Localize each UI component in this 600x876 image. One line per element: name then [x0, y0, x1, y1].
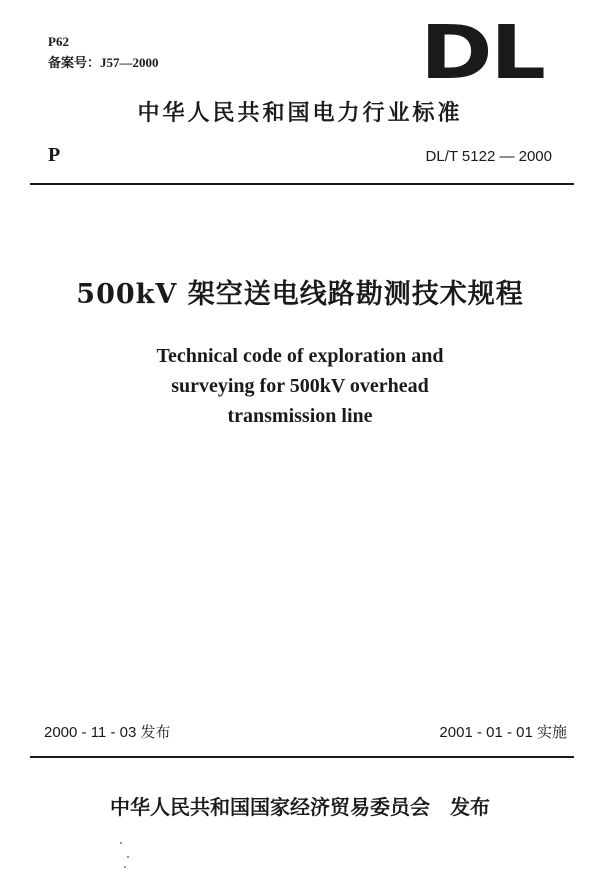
record-number: 备案号：J57—2000 — [48, 55, 159, 70]
bottom-divider — [30, 756, 574, 758]
scan-speck — [120, 842, 122, 844]
document-title-english — [0, 341, 600, 431]
dl-logo: DL — [420, 10, 544, 96]
english-title-line-3: transmission line — [227, 405, 373, 427]
standard-number: DL/T 5122 — 2000 — [425, 148, 552, 165]
issue-date: 2000 - 11 - 03 发布 — [44, 724, 171, 741]
industry-standard-title: 中华人民共和国电力行业标准 — [137, 101, 463, 126]
scan-speck — [127, 856, 129, 858]
english-title-line-1: Technical code of exploration and — [156, 345, 444, 367]
publisher: 中华人民共和国国家经济贸易委员会 发布 — [110, 795, 490, 819]
category-letter: P — [48, 144, 61, 166]
top-divider — [30, 183, 574, 185]
effective-date: 2001 - 01 - 01 实施 — [439, 724, 567, 741]
classification-code: P62 — [48, 34, 69, 49]
scan-speck — [124, 866, 126, 868]
english-title-line-2: surveying for 500kV overhead — [171, 375, 429, 397]
document-title-chinese: 500kV 架空送电线路勘测技术规程 — [76, 279, 524, 310]
